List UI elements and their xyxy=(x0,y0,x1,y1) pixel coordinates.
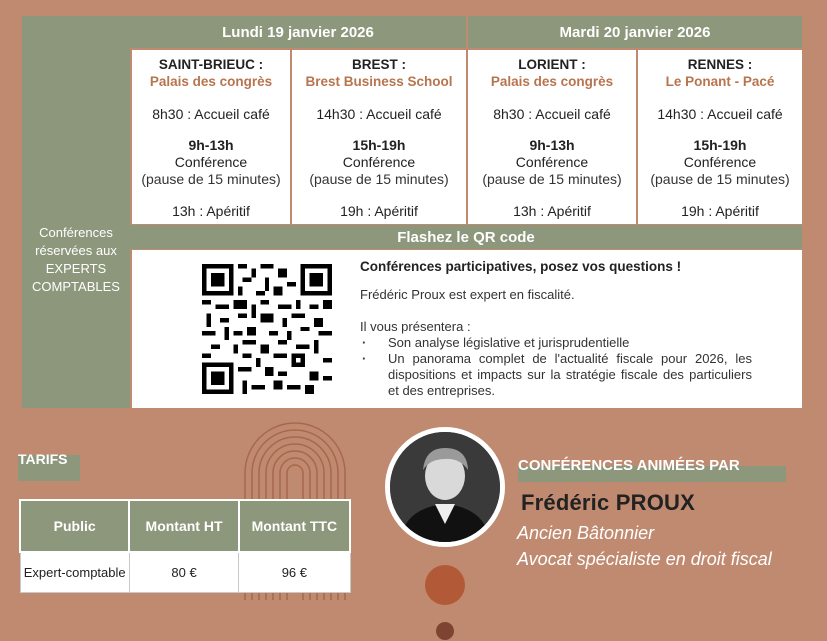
conference-time: 15h-19h xyxy=(352,137,406,153)
table-cell: 80 € xyxy=(129,552,238,592)
speaker-section-label: CONFÉRENCES ANIMÉES PAR xyxy=(518,466,786,482)
list-item: · Un panorama complet de l'actualité fiscale pour 2026, les dispositions et impacts sur la stratégie fiscale des particuliers et des entreprises. xyxy=(360,351,752,399)
topic-list xyxy=(360,335,752,399)
city-name: RENNES : xyxy=(687,57,753,72)
speaker-role: Ancien Bâtonnier xyxy=(517,523,655,543)
column-header: Montant HT xyxy=(129,500,238,552)
column-header: Public xyxy=(20,500,129,552)
qr-code-icon[interactable] xyxy=(202,264,332,394)
aperitif-time: 13h : Apéritif xyxy=(513,203,591,219)
conference-time: 9h-13h xyxy=(529,137,575,153)
city-name: BREST : xyxy=(352,57,406,72)
description-presents: Il vous présentera : xyxy=(360,319,471,334)
description-intro: Frédéric Proux est expert en fiscalité. xyxy=(360,287,575,302)
price-table xyxy=(19,499,351,593)
person-icon xyxy=(390,432,500,542)
city-lorient xyxy=(468,50,636,224)
aperitif-time: 19h : Apéritif xyxy=(681,203,759,219)
audience-label: Conférences réservées aux EXPERTS COMPTABLES xyxy=(22,16,130,408)
city-name: SAINT-BRIEUC : xyxy=(158,57,264,72)
welcome-time: 8h30 : Accueil café xyxy=(152,106,270,122)
conference-description xyxy=(360,259,752,399)
day-header-tuesday: Mardi 20 janvier 2026 xyxy=(468,16,802,48)
decorative-dot xyxy=(425,565,465,605)
decorative-dot-small xyxy=(436,622,454,640)
conference-label: Conférence xyxy=(515,154,589,170)
aperitif-time: 13h : Apéritif xyxy=(172,203,250,219)
pause-note: (pause de 15 minutes) xyxy=(482,171,622,187)
table-header-row xyxy=(20,500,350,552)
city-venue: Brest Business School xyxy=(305,74,453,89)
pause-note: (pause de 15 minutes) xyxy=(141,171,281,187)
list-item: · Son analyse législative et jurisprudentielle xyxy=(360,335,752,351)
table-row xyxy=(20,552,350,592)
conference-label: Conférence xyxy=(683,154,757,170)
city-venue: Palais des congrès xyxy=(490,74,614,89)
speaker-name: Frédéric PROUX xyxy=(521,490,695,515)
city-rennes xyxy=(638,50,802,224)
table-cell: 96 € xyxy=(239,552,350,592)
day-header-monday: Lundi 19 janvier 2026 xyxy=(130,16,466,48)
city-venue: Palais des congrès xyxy=(149,74,273,89)
column-header: Montant TTC xyxy=(239,500,350,552)
city-brest xyxy=(292,50,466,224)
conference-card xyxy=(22,16,802,408)
conference-label: Conférence xyxy=(342,154,416,170)
qr-header: Flashez le QR code xyxy=(130,225,802,249)
welcome-time: 14h30 : Accueil café xyxy=(316,106,442,122)
city-venue: Le Ponant - Pacé xyxy=(665,74,775,89)
pause-note: (pause de 15 minutes) xyxy=(309,171,449,187)
tarifs-label: TARIFS xyxy=(18,455,80,481)
welcome-time: 8h30 : Accueil café xyxy=(493,106,611,122)
conference-time: 9h-13h xyxy=(188,137,234,153)
conference-label: Conférence xyxy=(174,154,248,170)
city-name: LORIENT : xyxy=(518,57,586,72)
city-saint-brieuc xyxy=(132,50,290,224)
conference-time: 15h-19h xyxy=(693,137,747,153)
qr-section xyxy=(132,250,802,408)
speaker-photo xyxy=(385,427,505,547)
speaker-specialty: Avocat spécialiste en droit fiscal xyxy=(517,549,772,569)
welcome-time: 14h30 : Accueil café xyxy=(657,106,783,122)
avatar xyxy=(390,432,500,542)
pause-note: (pause de 15 minutes) xyxy=(650,171,790,187)
aperitif-time: 19h : Apéritif xyxy=(340,203,418,219)
description-title: Conférences participatives, posez vos questions ! xyxy=(360,259,682,274)
table-cell: Expert-comptable xyxy=(20,552,129,592)
